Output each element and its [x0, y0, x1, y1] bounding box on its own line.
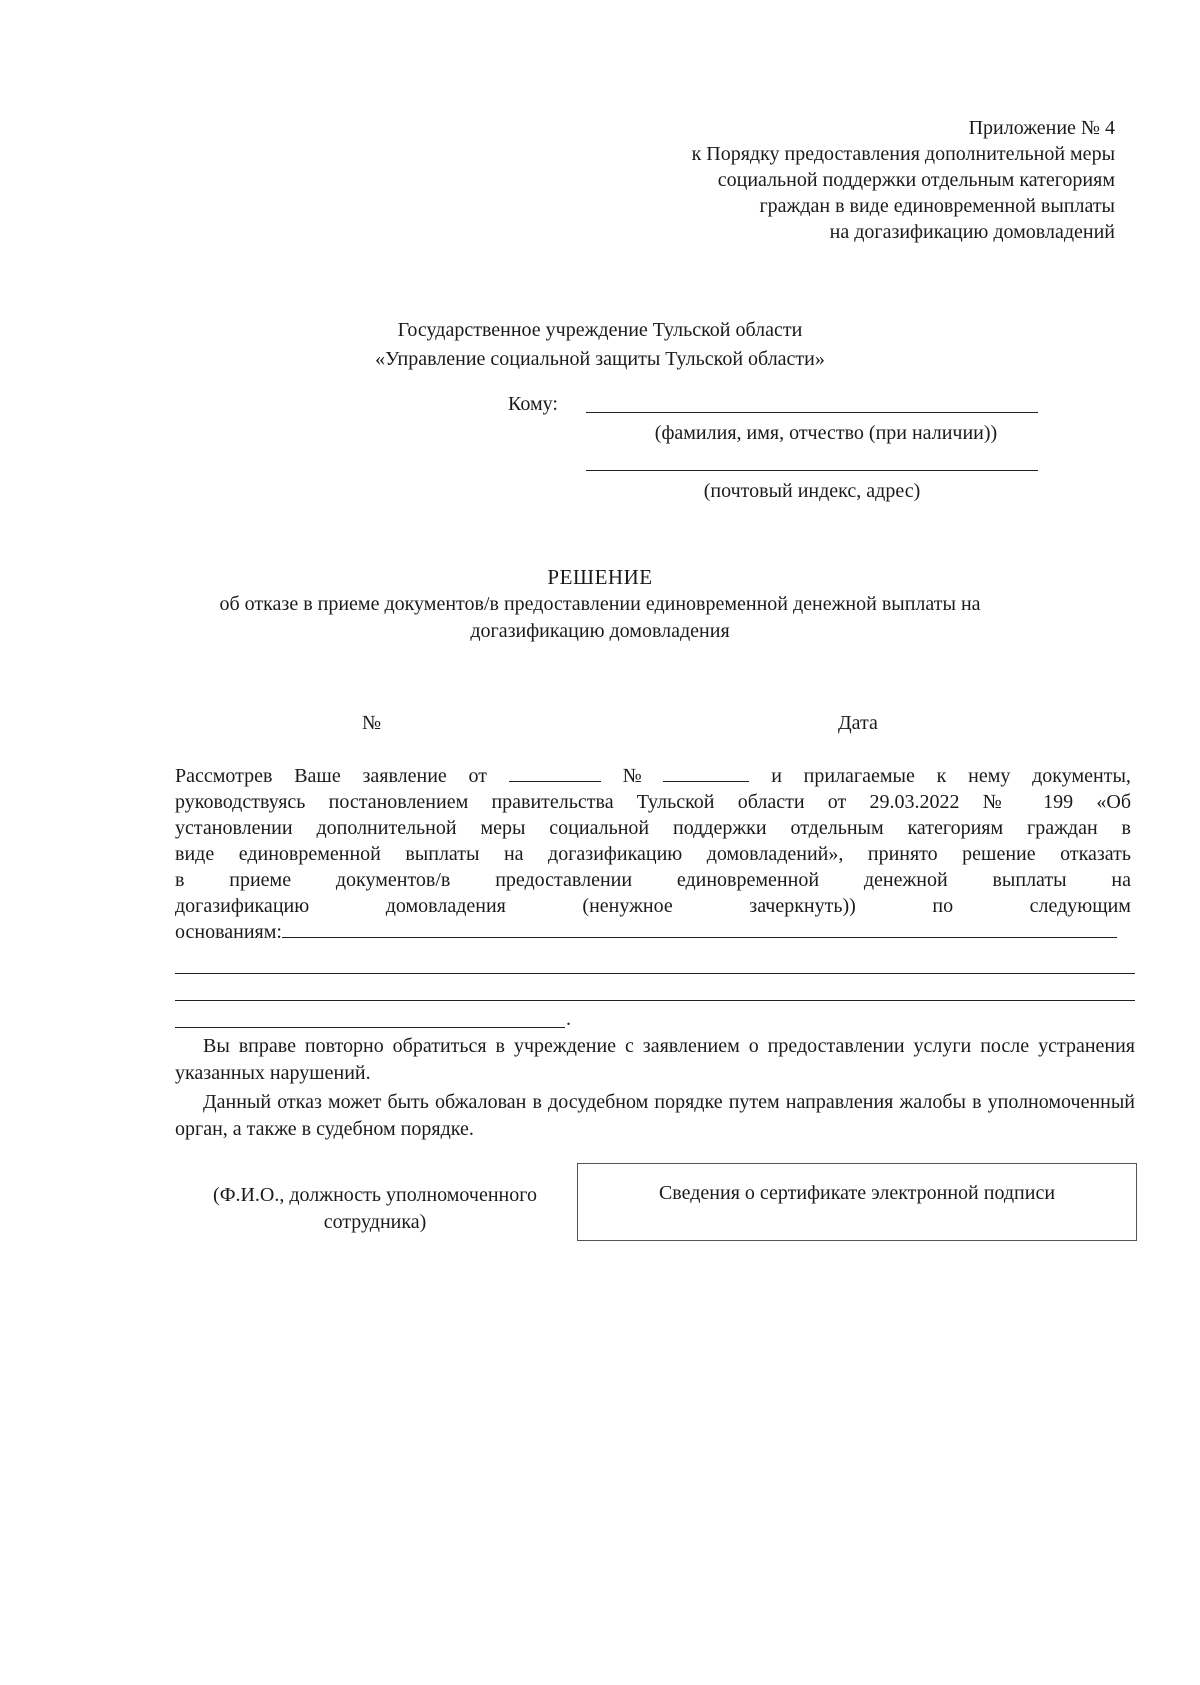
word: единовременной	[676, 869, 820, 891]
certificate-label: Сведения о сертификате электронной подписи	[658, 1182, 1056, 1204]
word: следующим	[1029, 895, 1131, 917]
info-paragraph-1: Вы вправе повторно обратиться в учреждение с заявлением о предоставлении услуги после устранения указанных нарушений.	[175, 1035, 1135, 1084]
grounds-end-dot: .	[566, 1008, 571, 1030]
word: к	[936, 765, 947, 787]
grounds-field-line-3[interactable]	[175, 1000, 1135, 1001]
word: документов/в	[335, 869, 451, 891]
word: документы,	[1032, 765, 1131, 787]
word: выплаты	[992, 869, 1067, 891]
paragraph-row-3: установлении дополнительной меры социальной поддержки отдельным категориям граждан в	[175, 817, 1131, 839]
word: №	[622, 765, 642, 787]
word: догазификацию	[175, 895, 310, 917]
appendix-line: к Порядку предоставления дополнительной меры	[691, 143, 1115, 165]
recipient-name-field[interactable]	[586, 412, 1038, 413]
word: денежной	[863, 869, 948, 891]
info-paragraph-2: Данный отказ может быть обжалован в досудебном порядке путем направления жалобы в уполномоченный орган, а также в судебном порядке.	[175, 1091, 1135, 1140]
paragraph-row-5	[175, 867, 1131, 893]
grounds-field-line-2[interactable]	[175, 973, 1135, 974]
grounds-label: основаниям:	[175, 921, 282, 943]
word: (ненужное	[582, 895, 673, 917]
appendix-header	[555, 115, 1115, 245]
word: и	[771, 765, 782, 787]
official-signature-block	[175, 1182, 575, 1236]
organization-line1: Государственное учреждение Тульской области	[397, 319, 803, 341]
paragraph-row-4: виде единовременной выплаты на догазификацию домовладений», принято решение отказать	[175, 843, 1131, 865]
word: зачеркнуть))	[749, 895, 856, 917]
recipient-address-caption: (почтовый индекс, адрес)	[703, 480, 921, 502]
grounds-field[interactable]	[282, 919, 1117, 938]
word: приеме	[229, 869, 292, 891]
word: по	[932, 895, 954, 917]
organization-line2: «Управление социальной защиты Тульской области»	[375, 348, 825, 370]
decision-title	[0, 564, 1200, 645]
application-number-field[interactable]	[663, 763, 749, 782]
paragraph-row-2: руководствуясь постановлением правительства Тульской области от 29.03.2022 № 199 «Об	[175, 791, 1131, 813]
recipient-name-caption: (фамилия, имя, отчество (при наличии))	[654, 422, 998, 444]
appendix-line: Приложение № 4	[968, 117, 1115, 139]
paragraph-row-6	[175, 893, 1131, 919]
recipient-address-field[interactable]	[586, 470, 1038, 471]
decision-subtitle-line2: догазификацию домовладения	[470, 620, 730, 642]
word: предоставлении	[495, 869, 633, 891]
decision-heading: РЕШЕНИЕ	[547, 565, 653, 589]
paragraph-row-7	[175, 919, 1131, 945]
word: домовладения	[385, 895, 506, 917]
certificate-box	[577, 1163, 1137, 1241]
appendix-line: граждан в виде единовременной выплаты	[759, 195, 1115, 217]
official-line1: (Ф.И.О., должность уполномоченного	[213, 1184, 537, 1206]
info-block	[175, 1033, 1135, 1143]
decision-date-label: Дата	[838, 712, 878, 734]
main-paragraph	[175, 763, 1131, 945]
paragraph-row-1	[175, 763, 1131, 789]
word: заявление	[362, 765, 447, 787]
grounds-field-line-4[interactable]	[175, 1027, 565, 1028]
application-date-field[interactable]	[509, 763, 601, 782]
decision-subtitle-line1: об отказе в приеме документов/в предоставлении единовременной денежной выплаты на	[219, 593, 981, 615]
word: от	[468, 765, 488, 787]
word: в	[175, 869, 185, 891]
appendix-line: социальной поддержки отдельным категориям	[717, 169, 1115, 191]
word: Ваше	[294, 765, 341, 787]
word: прилагаемые	[803, 765, 915, 787]
word: нему	[968, 765, 1011, 787]
decision-number-label: №	[362, 712, 382, 734]
official-line2: сотрудника)	[323, 1211, 427, 1233]
appendix-line: на догазификацию домовладений	[829, 221, 1115, 243]
word: Рассмотрев	[175, 765, 273, 787]
word: на	[1111, 869, 1131, 891]
organization-name	[0, 316, 1200, 374]
to-label: Кому:	[508, 393, 558, 415]
